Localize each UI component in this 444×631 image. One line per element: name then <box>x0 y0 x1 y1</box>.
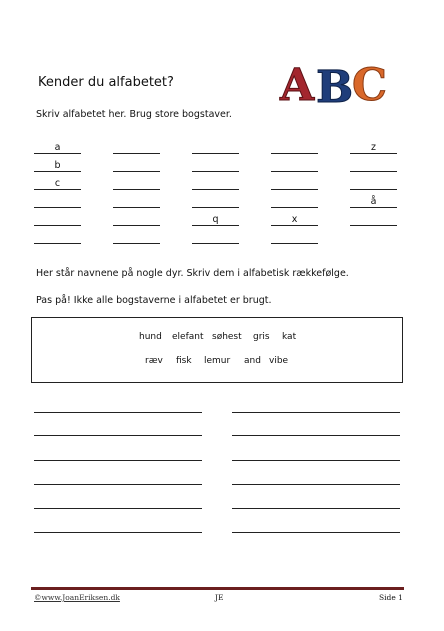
answer-line[interactable] <box>34 435 202 436</box>
letter-blank[interactable] <box>271 177 318 190</box>
letter-blank[interactable] <box>34 141 81 154</box>
letter-blank[interactable] <box>113 213 160 226</box>
animal-word: elefant <box>172 332 204 342</box>
answer-line[interactable] <box>232 460 400 461</box>
letter-blank[interactable] <box>192 231 239 244</box>
animal-word: søhest <box>212 332 242 342</box>
answer-line[interactable] <box>34 412 202 413</box>
footer-copyright-link[interactable]: ©www.JoanEriksen.dk <box>34 593 120 602</box>
animal-word: lemur <box>204 356 231 366</box>
answer-line[interactable] <box>34 484 202 485</box>
animal-word: kat <box>282 332 297 342</box>
letter-blank[interactable] <box>113 141 160 154</box>
letter-blank[interactable] <box>34 213 81 226</box>
letter-blank[interactable] <box>271 159 318 172</box>
letter-blank[interactable] <box>34 195 81 208</box>
logo-letter-b: B <box>316 62 354 108</box>
answer-line[interactable] <box>34 508 202 509</box>
letter-blank[interactable] <box>271 141 318 154</box>
animal-word: gris <box>253 332 270 342</box>
given-letter: å <box>370 196 377 207</box>
letter-blank[interactable] <box>113 159 160 172</box>
letter-blank[interactable] <box>113 195 160 208</box>
letter-blank[interactable] <box>113 231 160 244</box>
letter-blank[interactable] <box>350 213 397 226</box>
instruction-animals: Her står navnene på nogle dyr. Skriv dem i alfabetisk rækkefølge. <box>36 268 349 279</box>
letter-blank[interactable] <box>192 213 239 226</box>
footer-initials: JE <box>215 593 224 602</box>
answer-line[interactable] <box>232 484 400 485</box>
letter-blank[interactable] <box>350 141 397 154</box>
animal-word-box <box>31 317 403 383</box>
letter-blank[interactable] <box>271 231 318 244</box>
given-letter: z <box>371 142 376 153</box>
answer-line[interactable] <box>232 532 400 533</box>
letter-blank[interactable] <box>192 159 239 172</box>
animal-word: vibe <box>269 356 289 366</box>
logo-letter-c: C <box>352 60 388 108</box>
letter-blank[interactable] <box>192 177 239 190</box>
animal-word: hund <box>139 332 162 342</box>
letter-blank[interactable] <box>113 177 160 190</box>
letter-blank[interactable] <box>350 159 397 172</box>
instruction-warning: Pas på! Ikke alle bogstaverne i alfabetet er brugt. <box>36 295 272 306</box>
letter-blank[interactable] <box>350 177 397 190</box>
letter-blank[interactable] <box>192 195 239 208</box>
answer-line[interactable] <box>232 435 400 436</box>
letter-blank[interactable] <box>271 213 318 226</box>
given-letter: q <box>212 214 219 225</box>
letter-blank[interactable] <box>34 177 81 190</box>
animal-word: ræv <box>145 356 163 366</box>
letter-blank[interactable] <box>271 195 318 208</box>
answer-line[interactable] <box>34 532 202 533</box>
animal-word: fisk <box>176 356 192 366</box>
answer-line[interactable] <box>232 412 400 413</box>
abc-logo <box>278 56 388 108</box>
letter-blank[interactable] <box>34 159 81 172</box>
given-letter: b <box>54 160 61 171</box>
logo-letter-a: A <box>280 60 315 108</box>
given-letter: c <box>54 178 61 189</box>
animal-word: and <box>244 356 261 366</box>
instruction-alphabet: Skriv alfabetet her. Brug store bogstaver. <box>36 109 232 120</box>
letter-blank[interactable] <box>34 231 81 244</box>
given-letter: x <box>291 214 298 225</box>
answer-line[interactable] <box>34 460 202 461</box>
letter-blank[interactable] <box>192 141 239 154</box>
page-title: Kender du alfabetet? <box>38 75 174 90</box>
letter-blank[interactable] <box>350 195 397 208</box>
given-letter: a <box>54 142 61 153</box>
answer-line[interactable] <box>232 508 400 509</box>
footer-rule <box>31 587 404 590</box>
footer-page-number: Side 1 <box>379 593 403 602</box>
